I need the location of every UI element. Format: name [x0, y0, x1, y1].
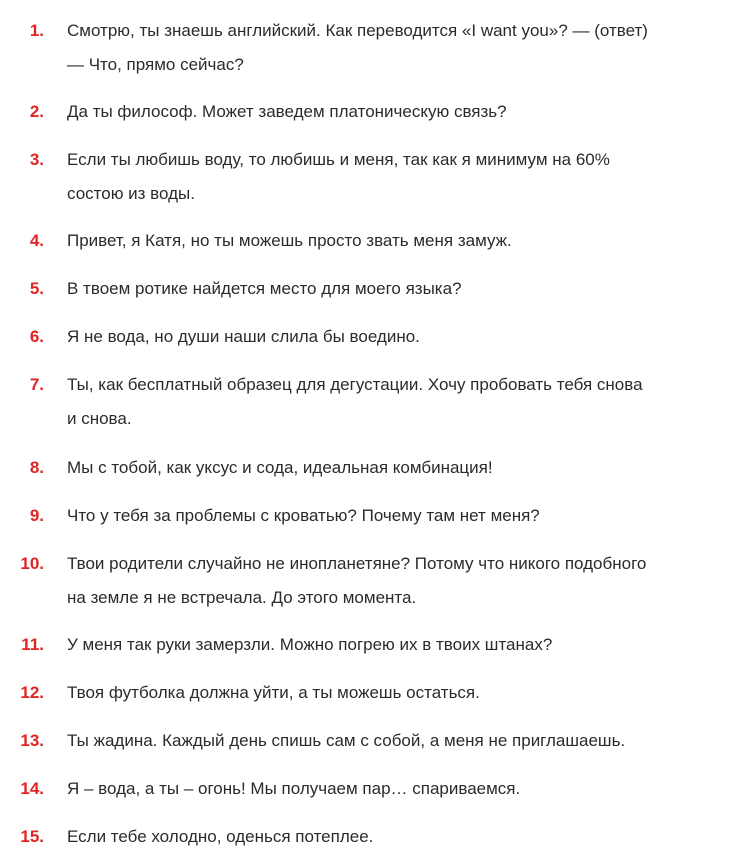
item-number: 10.: [20, 554, 44, 573]
item-text-line: Если ты любишь воду, то любишь и меня, так как я минимум на 60%: [67, 150, 610, 169]
item-number: 4.: [29, 231, 44, 250]
item-number: 3.: [29, 150, 44, 169]
item-number: 5.: [29, 279, 44, 298]
item-text-line: — Что, прямо сейчас?: [67, 55, 244, 74]
item-text-line: на земле я не встречала. До этого момента.: [67, 588, 417, 607]
item-text-line: В твоем ротике найдется место для моего языка?: [67, 279, 462, 298]
item-text-line: и снова.: [67, 409, 132, 428]
item-text-line: У меня так руки замерзли. Можно погрею их в твоих штанах?: [67, 635, 553, 654]
item-text-line: Я не вода, но души наши слила бы воедино.: [67, 327, 420, 346]
item-number: 7.: [29, 375, 44, 394]
item-number: 13.: [20, 731, 44, 750]
item-number: 1.: [29, 21, 44, 40]
item-text-line: Мы с тобой, как уксус и сода, идеальная комбинация!: [67, 458, 493, 477]
item-number: 11.: [21, 635, 44, 654]
item-number: 8.: [29, 458, 44, 477]
item-number: 14.: [20, 779, 44, 798]
item-number: 9.: [29, 506, 44, 525]
item-text-line: Ты жадина. Каждый день спишь сам с собой, а меня не приглашаешь.: [67, 731, 626, 750]
item-number: 2.: [29, 102, 44, 121]
item-text-line: Привет, я Катя, но ты можешь просто звать меня замуж.: [67, 231, 512, 250]
item-text-line: Я – вода, а ты – огонь! Мы получаем пар… спариваемся.: [67, 779, 521, 798]
item-text-line: Твоя футболка должна уйти, а ты можешь остаться.: [67, 683, 480, 702]
item-number: 15.: [20, 827, 44, 846]
item-text-line: Твои родители случайно не инопланетяне? Потому что никого подобного: [67, 554, 647, 573]
item-text-line: Ты, как бесплатный образец для дегустации. Хочу пробовать тебя снова: [67, 375, 643, 394]
item-number: 12.: [20, 683, 44, 702]
item-text-line: Что у тебя за проблемы с кроватью? Почему там нет меня?: [67, 506, 540, 525]
item-number: 6.: [29, 327, 44, 346]
item-text-line: Смотрю, ты знаешь английский. Как переводится «I want you»? — (ответ): [67, 21, 648, 40]
item-text-line: Да ты философ. Может заведем платоническую связь?: [67, 102, 507, 121]
item-text-line: Если тебе холодно, оденься потеплее.: [67, 827, 374, 846]
item-text-line: состою из воды.: [67, 184, 195, 203]
